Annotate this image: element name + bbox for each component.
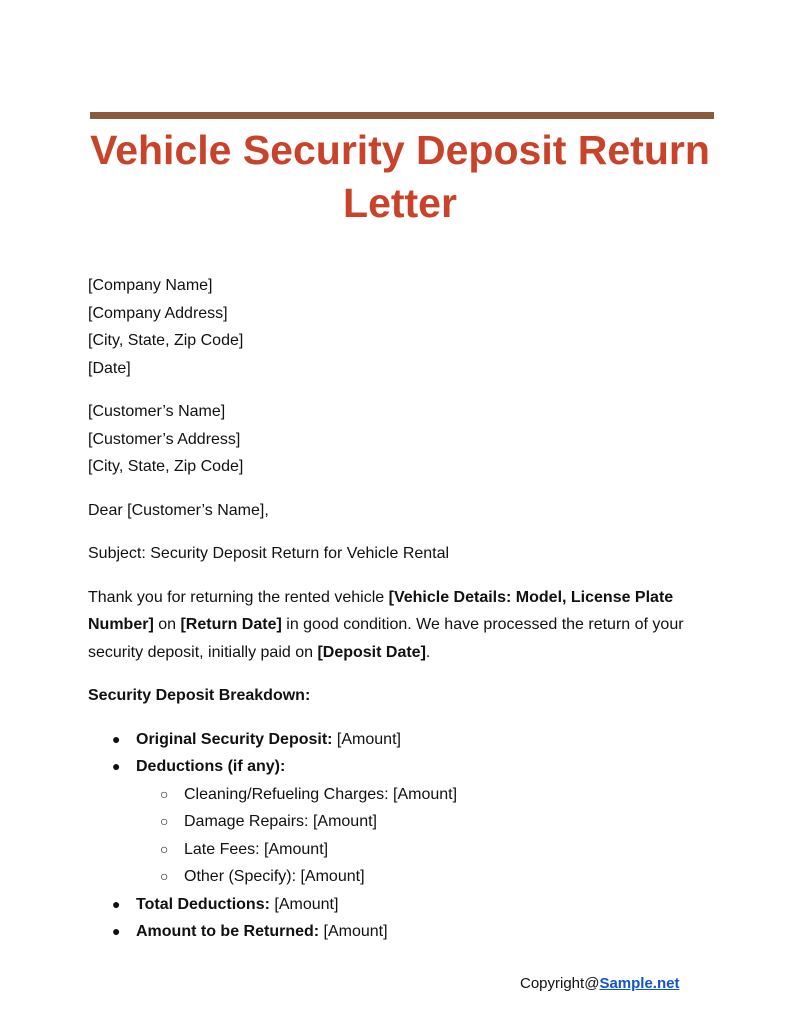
subject-line: Subject: Security Deposit Return for Vehicle Rental — [88, 545, 450, 562]
breakdown-heading: Security Deposit Breakdown: — [88, 687, 311, 704]
sub-list-item: ○ Cleaning/Refueling Charges: [Amount] — [184, 781, 718, 809]
copyright-footer — [520, 975, 679, 992]
body-text: . — [425, 643, 431, 661]
item-label: Amount to be Returned: — [136, 923, 320, 940]
body-text: Thank you for returning the rented vehicle — [88, 588, 389, 606]
body-paragraph — [88, 584, 718, 667]
item-label: Deductions (if any): — [136, 758, 286, 775]
sub-list-item: ○ Other (Specify): [Amount] — [184, 863, 718, 891]
recipient-line: [Customer’s Address] — [88, 430, 241, 448]
item-value: [Amount] — [332, 730, 401, 748]
item-value: [Amount] — [269, 895, 339, 913]
sub-list-item: ○ Damage Repairs: [Amount] — [184, 808, 718, 836]
list-item — [136, 891, 718, 919]
deductions-sublist — [136, 781, 718, 891]
sender-line: [Company Name] — [88, 277, 213, 294]
item-label: Total Deductions: — [136, 895, 270, 913]
breakdown-list — [88, 726, 718, 946]
sender-line: [Date] — [88, 359, 131, 377]
sender-line: [Company Address] — [88, 304, 228, 322]
list-item — [136, 918, 718, 946]
body-text: in good condition. We have processed the return of your security deposit, initially paid on — [88, 616, 684, 661]
sample-link[interactable]: Sample.net — [599, 975, 680, 992]
return-date: [Return Date] — [180, 616, 282, 633]
recipient-line: [City, State, Zip Code] — [88, 458, 244, 475]
sender-address — [88, 272, 718, 382]
header-rule — [90, 112, 714, 119]
list-item — [136, 753, 718, 891]
sub-list-item: ○ Late Fees: [Amount] — [184, 836, 718, 864]
page-title: Vehicle Security Deposit Return Letter — [90, 127, 710, 226]
deposit-date: [Deposit Date] — [317, 643, 426, 661]
item-label: Original Security Deposit: — [136, 730, 333, 748]
salutation: Dear [Customer’s Name], — [88, 501, 269, 519]
body-text: on — [153, 616, 181, 633]
list-item — [136, 726, 718, 754]
recipient-address — [88, 398, 718, 481]
sender-line: [City, State, Zip Code] — [88, 332, 244, 349]
copyright-text: Copyright@ — [520, 975, 600, 992]
vehicle-details: [Vehicle Details: Model, License Plate Number] — [88, 588, 674, 633]
item-value: [Amount] — [319, 923, 388, 940]
recipient-line: [Customer’s Name] — [88, 403, 226, 420]
letter-body — [88, 272, 718, 946]
